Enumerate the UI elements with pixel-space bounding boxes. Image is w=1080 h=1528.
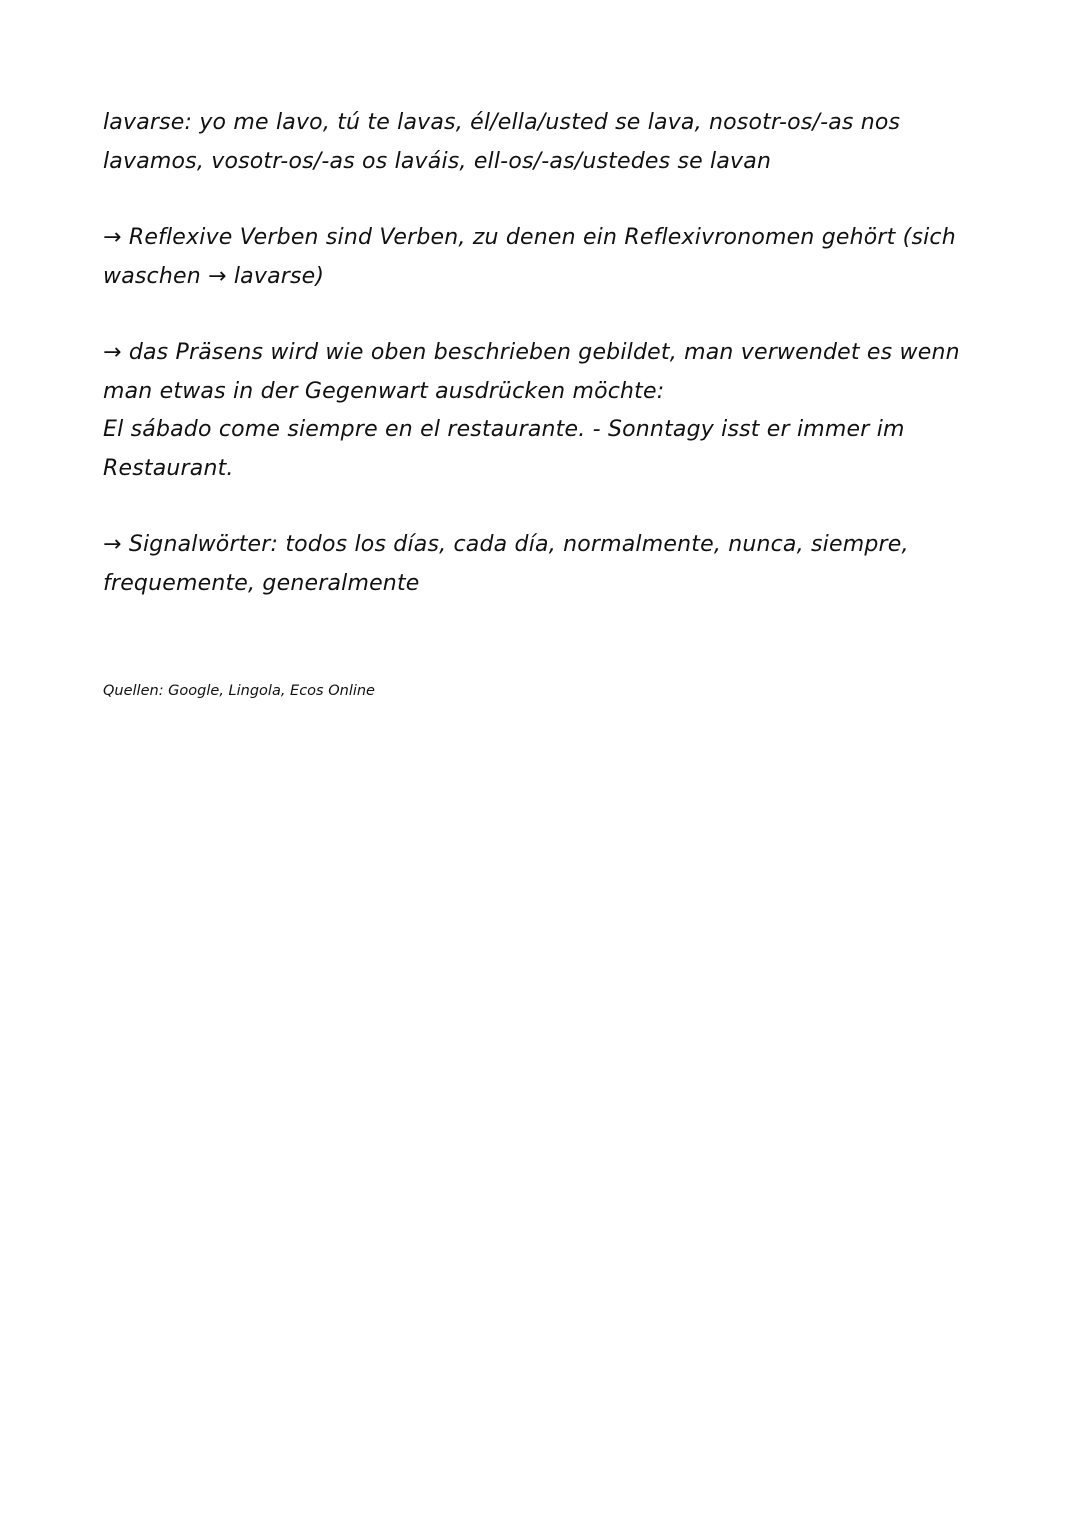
text-line: man etwas in der Gegenwart ausdrücken möchte: <box>103 378 665 404</box>
paragraph-signal-words <box>103 526 963 603</box>
text-line: → Signalwörter: todos los días, cada día, normalmente, nunca, siempre, <box>103 532 909 557</box>
text-line: El sábado come siempre en el restaurante. - Sonntagy isst er immer im <box>103 417 905 442</box>
sources-note: Quellen: Google, Lingola, Ecos Online <box>103 683 375 699</box>
paragraph-reflexive-conjugation <box>103 104 963 181</box>
text-line: lavamos, vosotr-os/-as os laváis, ell-os/-as/ustedes se lavan <box>103 148 772 174</box>
text-line: frequemente, generalmente <box>103 570 420 596</box>
text-line: → Reflexive Verben sind Verben, zu denen ein Reflexivronomen gehört (sich <box>103 225 956 250</box>
text-line: Restaurant. <box>103 455 234 481</box>
paragraph-present-tense-usage <box>103 334 963 488</box>
paragraph-reflexive-definition <box>103 219 963 296</box>
text-line: → das Präsens wird wie oben beschrieben gebildet, man verwendet es wenn <box>103 340 960 365</box>
text-line: lavarse: yo me lavo, tú te lavas, él/ella/usted se lava, nosotr-os/-as nos <box>103 110 901 135</box>
text-line: waschen → lavarse) <box>103 263 325 289</box>
